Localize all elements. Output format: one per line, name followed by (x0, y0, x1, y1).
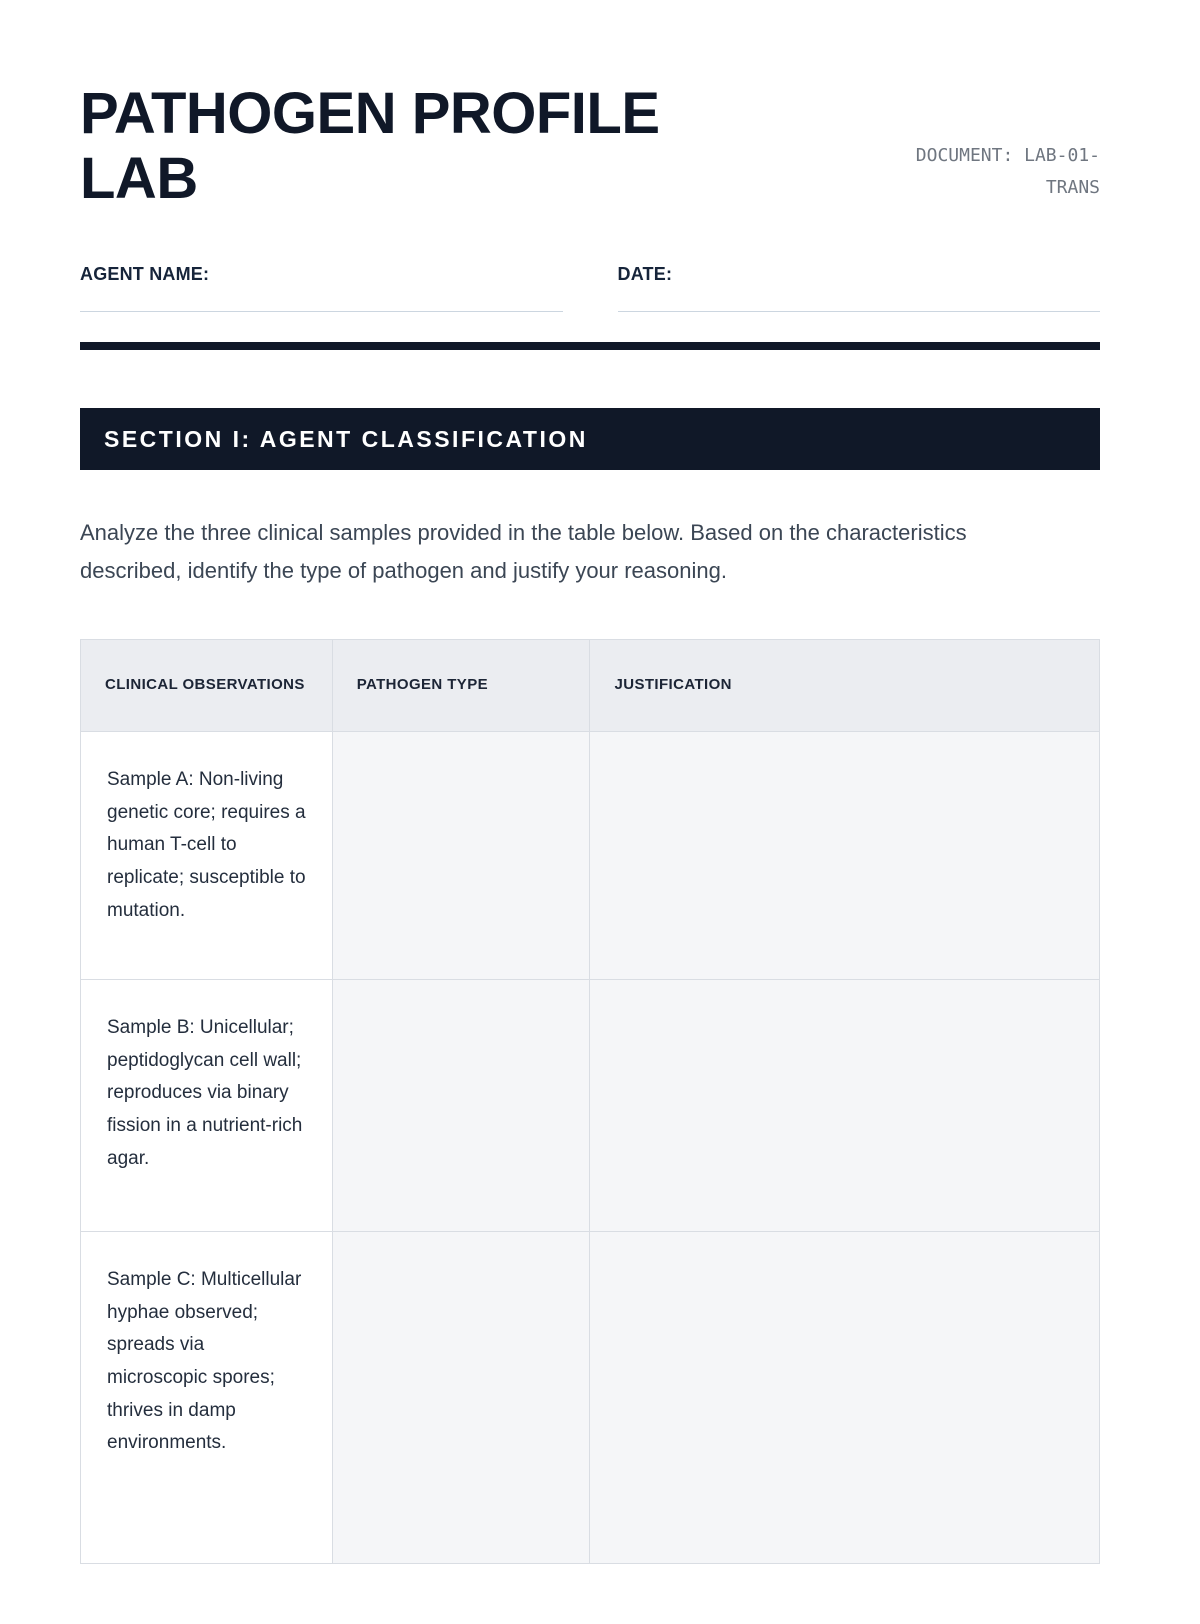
pathogen-type-answer-cell-c[interactable] (332, 1231, 590, 1563)
page-title: PATHOGEN PROFILE LAB (80, 81, 660, 211)
date-label: DATE: (617, 263, 673, 284)
table-header-row (81, 639, 1100, 731)
fill-in-fields (80, 264, 1100, 312)
classification-table (80, 639, 1100, 1564)
page-header (80, 82, 1100, 212)
date-field (618, 264, 1101, 312)
column-header-pathogen-type: PATHOGEN TYPE (332, 639, 590, 731)
table-row (81, 1231, 1100, 1563)
observation-sample-a: Sample A: Non-living genetic core; requires a human T-cell to replicate; susceptible to mutation. (81, 731, 333, 979)
column-header-clinical-observations: CLINICAL OBSERVATIONS (81, 639, 333, 731)
observation-sample-c: Sample C: Multicellular hyphae observed; spreads via microscopic spores; thrives in damp environments. (81, 1231, 333, 1563)
document-id: DOCUMENT: LAB-01-TRANS (915, 145, 1100, 199)
pathogen-type-answer-cell-a[interactable] (332, 731, 590, 979)
agent-name-input-line[interactable] (80, 311, 563, 312)
justification-answer-cell-b[interactable] (590, 979, 1100, 1231)
divider-rule (80, 342, 1100, 350)
justification-answer-cell-a[interactable] (590, 731, 1100, 979)
section-instructions: Analyze the three clinical samples provided in the table below. Based on the characteristics described, identify the type of pathogen and justify your reasoning. (80, 519, 967, 584)
table-row (81, 731, 1100, 979)
observation-sample-b: Sample B: Unicellular; peptidoglycan cell wall; reproduces via binary fission in a nutrient-rich agar. (81, 979, 333, 1231)
justification-answer-cell-c[interactable] (590, 1231, 1100, 1563)
section-heading: SECTION I: AGENT CLASSIFICATION (80, 408, 1100, 470)
column-header-justification: JUSTIFICATION (590, 639, 1100, 731)
pathogen-type-answer-cell-b[interactable] (332, 979, 590, 1231)
agent-name-label: AGENT NAME: (80, 263, 210, 284)
table-row (81, 979, 1100, 1231)
agent-name-field (80, 264, 563, 312)
date-input-line[interactable] (618, 311, 1101, 312)
